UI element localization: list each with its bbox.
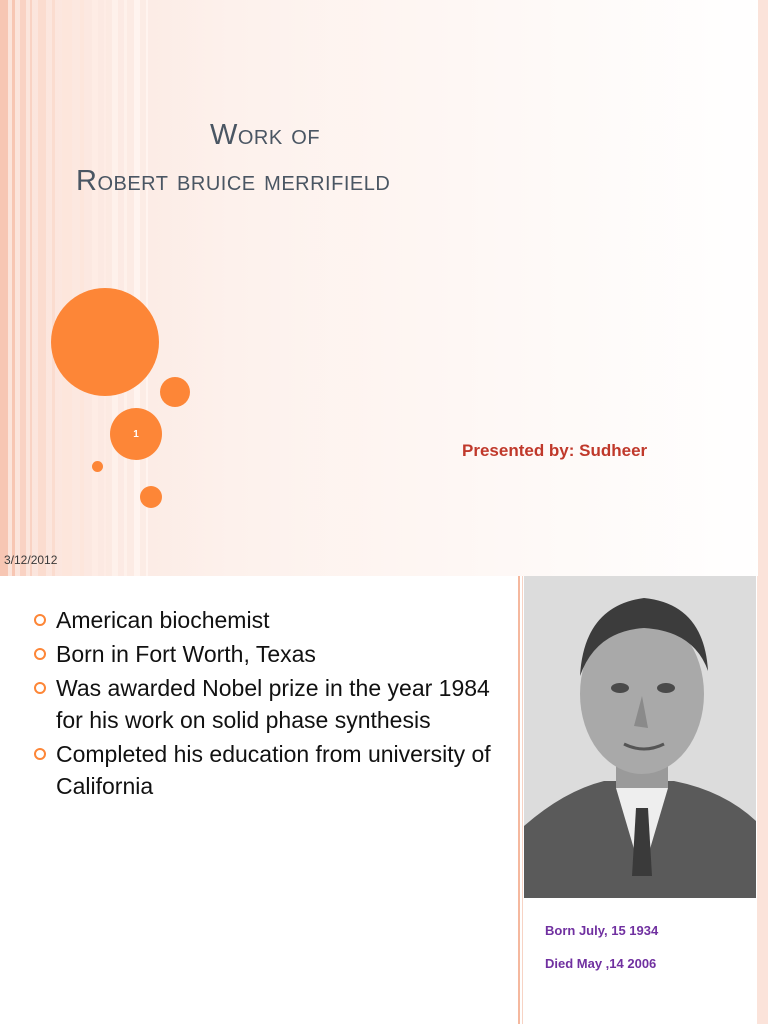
slide-title [60,112,620,204]
bullet-circle-icon [34,748,46,760]
decor-stripe [12,0,15,576]
presenter-text: Presented by: Sudheer [462,441,648,460]
decor-stripe [0,0,8,576]
list-item [34,672,494,736]
decor-circle [160,377,190,407]
decor-stripe [52,0,55,576]
born-date: Born July, 15 1934 [545,923,659,938]
decor-stripe [62,0,72,576]
died-date: Died May ,14 2006 [545,956,657,971]
bullet-text: Was awarded Nobel prize in the year 1984 for his work on solid phase synthesis [56,675,490,733]
decor-circle-small [92,461,103,472]
decor-stripe [757,576,768,1024]
divider [522,576,523,1024]
decor-stripe [30,0,32,576]
decor-stripe [758,0,768,576]
bullet-list [34,604,494,804]
decor-circle [140,486,162,508]
portrait-image [524,576,756,898]
slide-date: 3/12/2012 [4,553,58,567]
slide-number: 1 [133,428,139,440]
title-line-2: Robert bruice merrifield [76,165,391,197]
title-line-1: Work of [210,119,321,151]
decor-circle-large [51,288,159,396]
divider [518,576,520,1024]
decor-stripe [38,0,46,576]
bullet-text: American biochemist [56,607,270,633]
decor-stripe [80,0,84,576]
bullet-text: Completed his education from university of California [56,741,491,799]
list-item [34,604,494,636]
list-item [34,738,494,802]
bullet-circle-icon [34,648,46,660]
decor-stripe [134,0,140,576]
portrait-photo [524,576,756,898]
bullet-circle-icon [34,614,46,626]
bullet-text: Born in Fort Worth, Texas [56,641,316,667]
decor-stripe [20,0,26,576]
bio-slide [0,576,768,1024]
decor-stripe [124,0,127,576]
list-item [34,638,494,670]
bullet-circle-icon [34,682,46,694]
